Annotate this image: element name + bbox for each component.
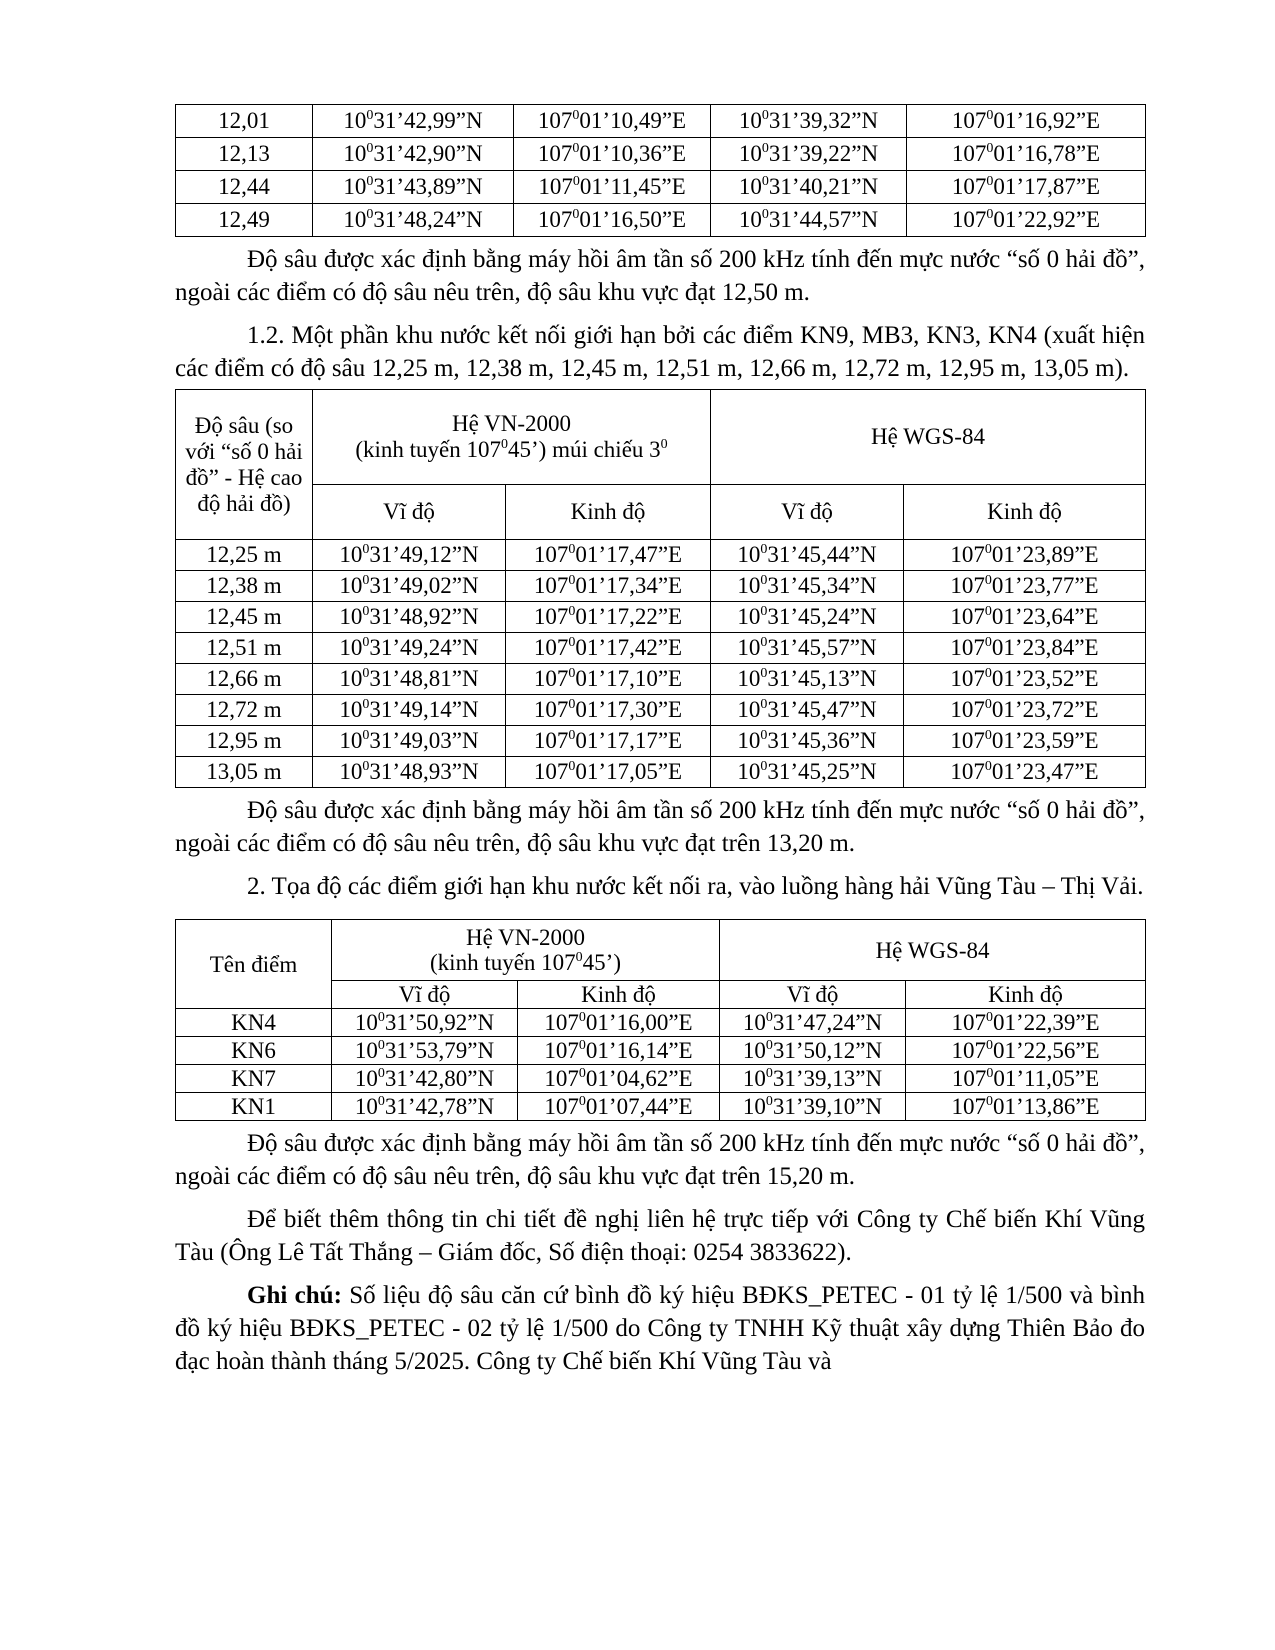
- wgs-lat-cell: $10^031’39,13”N$: [720, 1065, 906, 1093]
- t3-wgs-lat-header: Vĩ độ: [720, 981, 906, 1009]
- table-row: [176, 540, 1146, 571]
- vn-lat-cell: $10^031’42,90”N$: [313, 138, 514, 171]
- wgs-lon-cell: $107^001’23,89”E$: [904, 540, 1146, 571]
- wgs-lon-cell: $107^001’23,52”E$: [904, 664, 1146, 695]
- wgs-lon-cell: $107^001’22,56”E$: [906, 1037, 1146, 1065]
- wgs-lon-cell: $107^001’22,92”E$: [907, 204, 1146, 237]
- point-name-header: Tên điểm: [176, 920, 332, 1009]
- wgs-lat-cell: $10^031’45,34”N$: [711, 571, 904, 602]
- vn-lat-cell: $10^031’42,80”N$: [332, 1065, 518, 1093]
- vn-lat-header: Vĩ độ: [313, 485, 506, 540]
- vn-lat-cell: $10^031’49,24”N$: [313, 633, 506, 664]
- wgs-lon-cell: $107^001’23,72”E$: [904, 695, 1146, 726]
- vn-lon-cell: $107^001’17,42”E$: [506, 633, 711, 664]
- vn2000-header: [313, 390, 711, 485]
- point-name-cell: KN4: [176, 1009, 332, 1037]
- wgs-lat-header: Vĩ độ: [711, 485, 904, 540]
- vn-lon-cell: $107^001’16,50”E$: [514, 204, 711, 237]
- depth-note-paragraph-1: Độ sâu được xác định bằng máy hồi âm tần số 200 kHz tính đến mực nước “số 0 hải đồ”, ngoài các điểm có độ sâu nêu trên, độ sâu khu vực đạt 12,50 m.: [175, 246, 1145, 306]
- t3-vn-lat-header: Vĩ độ: [332, 981, 518, 1009]
- boundary-points-table: [175, 919, 1146, 1121]
- t3-vn-lon-header: Kinh độ: [518, 981, 720, 1009]
- wgs84-header: Hệ WGS-84: [711, 390, 1146, 485]
- wgs-lat-cell: $10^031’45,57”N$: [711, 633, 904, 664]
- vn-lat-cell: $10^031’49,02”N$: [313, 571, 506, 602]
- depth-cell: 13,05 m: [176, 757, 313, 788]
- vn-lat-cell: $10^031’49,12”N$: [313, 540, 506, 571]
- vn-lon-cell: $107^001’10,36”E$: [514, 138, 711, 171]
- contact-paragraph: Để biết thêm thông tin chi tiết đề nghị liên hệ trực tiếp với Công ty Chế biến Khí Vũng Tàu (Ông Lê Tất Thắng – Giám đốc, Số điện thoại: 0254 3833622).: [175, 1206, 1145, 1266]
- depth-note-paragraph-3: Độ sâu được xác định bằng máy hồi âm tần số 200 kHz tính đến mực nước “số 0 hải đồ”, ngoài các điểm có độ sâu nêu trên, độ sâu khu vực đạt trên 15,20 m.: [175, 1130, 1145, 1190]
- vn-lat-cell: $10^031’50,92”N$: [332, 1009, 518, 1037]
- t3-vn2000-header: [332, 920, 720, 981]
- vn-lat-cell: $10^031’42,99”N$: [313, 105, 514, 138]
- vn-lat-cell: $10^031’43,89”N$: [313, 171, 514, 204]
- depth-cell: 12,49: [176, 204, 313, 237]
- wgs-lat-cell: $10^031’40,21”N$: [711, 171, 907, 204]
- table-row: [176, 171, 1146, 204]
- depth-cell: 12,38 m: [176, 571, 313, 602]
- wgs-lat-cell: $10^031’39,10”N$: [720, 1093, 906, 1121]
- point-name-cell: KN1: [176, 1093, 332, 1121]
- table-row: [176, 204, 1146, 237]
- wgs-lat-cell: $10^031’45,25”N$: [711, 757, 904, 788]
- note-label: Ghi chú:: [247, 1282, 342, 1309]
- vn-lon-cell: $107^001’17,10”E$: [506, 664, 711, 695]
- depth-cell: 12,25 m: [176, 540, 313, 571]
- wgs-lat-cell: $10^031’45,24”N$: [711, 602, 904, 633]
- depth-cell: 12,66 m: [176, 664, 313, 695]
- vn-lon-cell: $107^001’04,62”E$: [518, 1065, 720, 1093]
- table-row: [176, 571, 1146, 602]
- table-row: [176, 633, 1146, 664]
- table-row: [176, 1065, 1146, 1093]
- wgs-lon-cell: $107^001’13,86”E$: [906, 1093, 1146, 1121]
- point-name-cell: KN6: [176, 1037, 332, 1065]
- note-text: Số liệu độ sâu căn cứ bình đồ ký hiệu BĐKS_PETEC - 01 tỷ lệ 1/500 và bình đồ ký hiệu BĐKS_PETEC - 02 tỷ lệ 1/500 do Công ty TNHH Kỹ thuật xây dựng Thiên Bảo đo đạc hoàn thành tháng 5/2025. Công ty Chế biến Khí Vũng Tàu và: [175, 1282, 1145, 1375]
- wgs-lon-header: Kinh độ: [904, 485, 1146, 540]
- wgs-lat-cell: $10^031’50,12”N$: [720, 1037, 906, 1065]
- vn-lat-cell: $10^031’42,78”N$: [332, 1093, 518, 1121]
- table-row: [176, 1093, 1146, 1121]
- t3-wgs84-header: Hệ WGS-84: [720, 920, 1146, 981]
- wgs-lon-cell: $107^001’16,78”E$: [907, 138, 1146, 171]
- t3-vn2000-header-line2: (kinh tuyến $107^045$’): [430, 950, 621, 975]
- vn2000-header-line1: Hệ VN-2000: [451, 411, 572, 436]
- wgs-lon-cell: $107^001’22,39”E$: [906, 1009, 1146, 1037]
- vn-lon-cell: $107^001’17,05”E$: [506, 757, 711, 788]
- depth-cell: 12,95 m: [176, 726, 313, 757]
- table-row: [176, 757, 1146, 788]
- vn-lon-cell: $107^001’17,30”E$: [506, 695, 711, 726]
- wgs-lat-cell: $10^031’45,13”N$: [711, 664, 904, 695]
- wgs-lon-cell: $107^001’16,92”E$: [907, 105, 1146, 138]
- wgs-lon-cell: $107^001’23,59”E$: [904, 726, 1146, 757]
- coordinates-table-continued: [175, 104, 1146, 237]
- table-row: [176, 105, 1146, 138]
- table-row: [176, 602, 1146, 633]
- wgs-lat-cell: $10^031’39,22”N$: [711, 138, 907, 171]
- wgs-lat-cell: $10^031’44,57”N$: [711, 204, 907, 237]
- vn-lon-cell: $107^001’10,49”E$: [514, 105, 711, 138]
- t3-vn2000-header-line1: Hệ VN-2000: [465, 925, 586, 950]
- table-row: [176, 1037, 1146, 1065]
- table-row: [176, 695, 1146, 726]
- vn-lon-header: Kinh độ: [506, 485, 711, 540]
- vn-lat-cell: $10^031’49,03”N$: [313, 726, 506, 757]
- vn-lat-cell: $10^031’48,81”N$: [313, 664, 506, 695]
- section-2-paragraph: 2. Tọa độ các điểm giới hạn khu nước kết nối ra, vào luồng hàng hải Vũng Tàu – Thị Vải.: [247, 873, 1144, 900]
- vn-lon-cell: $107^001’07,44”E$: [518, 1093, 720, 1121]
- vn-lon-cell: $107^001’17,47”E$: [506, 540, 711, 571]
- table-row: [176, 1009, 1146, 1037]
- vn-lat-cell: $10^031’48,93”N$: [313, 757, 506, 788]
- vn-lat-cell: $10^031’53,79”N$: [332, 1037, 518, 1065]
- vn-lat-cell: $10^031’48,24”N$: [313, 204, 514, 237]
- table-row: [176, 664, 1146, 695]
- depth-column-header: Độ sâu (so với “số 0 hải đồ” - Hệ cao độ hải đồ): [176, 390, 313, 540]
- wgs-lon-cell: $107^001’11,05”E$: [906, 1065, 1146, 1093]
- depth-points-table: [175, 389, 1146, 788]
- wgs-lat-cell: $10^031’45,36”N$: [711, 726, 904, 757]
- wgs-lat-cell: $10^031’39,32”N$: [711, 105, 907, 138]
- depth-cell: 12,72 m: [176, 695, 313, 726]
- vn-lat-cell: $10^031’49,14”N$: [313, 695, 506, 726]
- depth-cell: 12,13: [176, 138, 313, 171]
- vn-lon-cell: $107^001’17,22”E$: [506, 602, 711, 633]
- wgs-lat-cell: $10^031’45,47”N$: [711, 695, 904, 726]
- vn-lon-cell: $107^001’17,34”E$: [506, 571, 711, 602]
- depth-cell: 12,45 m: [176, 602, 313, 633]
- table-row: [176, 138, 1146, 171]
- vn2000-header-line2: (kinh tuyến $107^045$’) múi chiếu $3^0$: [355, 437, 668, 462]
- coordinates-table-body: [176, 105, 1146, 237]
- wgs-lon-cell: $107^001’23,77”E$: [904, 571, 1146, 602]
- depth-note-paragraph-2: Độ sâu được xác định bằng máy hồi âm tần số 200 kHz tính đến mực nước “số 0 hải đồ”, ngoài các điểm có độ sâu nêu trên, độ sâu khu vực đạt trên 13,20 m.: [175, 797, 1145, 857]
- point-name-cell: KN7: [176, 1065, 332, 1093]
- wgs-lat-cell: $10^031’47,24”N$: [720, 1009, 906, 1037]
- wgs-lon-cell: $107^001’23,64”E$: [904, 602, 1146, 633]
- section-1-2-paragraph: 1.2. Một phần khu nước kết nối giới hạn bởi các điểm KN9, MB3, KN3, KN4 (xuất hiện các điểm có độ sâu 12,25 m, 12,38 m, 12,45 m, 12,51 m, 12,66 m, 12,72 m, 12,95 m, 13,05 m).: [175, 322, 1145, 382]
- boundary-points-table-body: [176, 1009, 1146, 1121]
- depth-cell: 12,01: [176, 105, 313, 138]
- vn-lon-cell: $107^001’16,14”E$: [518, 1037, 720, 1065]
- document-page: [175, 104, 1145, 1378]
- note-paragraph: [175, 1279, 1145, 1378]
- wgs-lon-cell: $107^001’17,87”E$: [907, 171, 1146, 204]
- depth-cell: 12,51 m: [176, 633, 313, 664]
- vn-lon-cell: $107^001’17,17”E$: [506, 726, 711, 757]
- depth-points-table-body: [176, 540, 1146, 788]
- vn-lon-cell: $107^001’16,00”E$: [518, 1009, 720, 1037]
- vn-lon-cell: $107^001’11,45”E$: [514, 171, 711, 204]
- wgs-lon-cell: $107^001’23,84”E$: [904, 633, 1146, 664]
- depth-cell: 12,44: [176, 171, 313, 204]
- t3-wgs-lon-header: Kinh độ: [906, 981, 1146, 1009]
- wgs-lat-cell: $10^031’45,44”N$: [711, 540, 904, 571]
- wgs-lon-cell: $107^001’23,47”E$: [904, 757, 1146, 788]
- table-row: [176, 726, 1146, 757]
- vn-lat-cell: $10^031’48,92”N$: [313, 602, 506, 633]
